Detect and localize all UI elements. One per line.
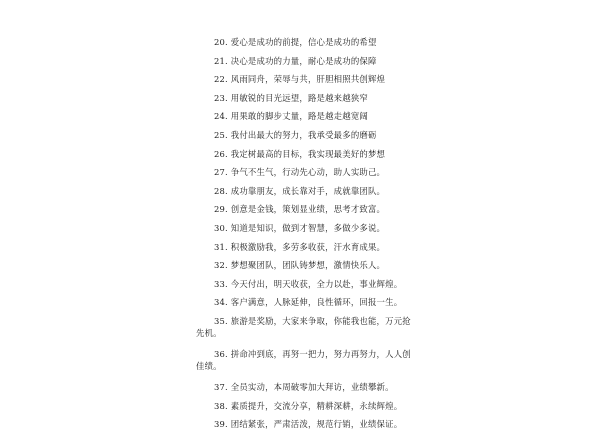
list-item: 24. 用果敢的脚步丈量，路是越走越宽阔 <box>214 111 368 122</box>
list-item: 25. 我付出最大的努力，我承受最多的磨砺 <box>214 129 377 140</box>
list-item: 28. 成功靠朋友，成长靠对手，成就靠团队。 <box>214 185 386 196</box>
list-item: 29. 创意是金钱，策划显业绩，思考才致富。 <box>214 204 386 215</box>
list-item: 22. 风雨同舟，荣辱与共，肝胆相照共创辉煌 <box>214 74 386 85</box>
list-item: 38. 素质提升，交流分享，精耕深耕，永续辉煌。 <box>214 400 403 411</box>
list-item: 26. 我定树最高的目标，我实现最美好的梦想 <box>214 148 386 159</box>
list-item: 33. 今天付出，明天收获，全力以赴，事业辉煌。 <box>214 278 403 289</box>
list-item: 37. 全员实动，本周破零加大拜访，业绩攀新。 <box>214 381 394 392</box>
slogan-list <box>196 36 411 437</box>
list-item: 21. 决心是成功的力量，耐心是成功的保障 <box>214 55 377 66</box>
list-item: 36. 拼命冲到底，再努一把力，努力再努力，人人创佳绩。 <box>196 348 411 371</box>
list-item: 30. 知道是知识，做到才智慧，多做少多说。 <box>214 222 386 233</box>
list-item: 34. 客户满意，人脉延伸，良性循环，回报一生。 <box>214 297 403 308</box>
list-item: 39. 团结紧张，严肃活泼，规范行销，业绩保证。 <box>214 419 403 430</box>
list-item: 27. 争气不生气，行动先心动，助人实助己。 <box>214 167 386 178</box>
list-item: 32. 梦想聚团队，团队铸梦想，激情快乐人。 <box>214 260 386 271</box>
list-item: 20. 爱心是成功的前提，信心是成功的希望 <box>214 37 377 47</box>
list-item: 23. 用敏锐的目光远望，路是越来越狭窄 <box>214 92 368 103</box>
list-item: 31. 积极激励我，多劳多收获，汗水育成果。 <box>214 241 386 252</box>
list-item: 35. 旅游是奖励，大家来争取，你能我也能，万元抢先机。 <box>196 315 411 338</box>
